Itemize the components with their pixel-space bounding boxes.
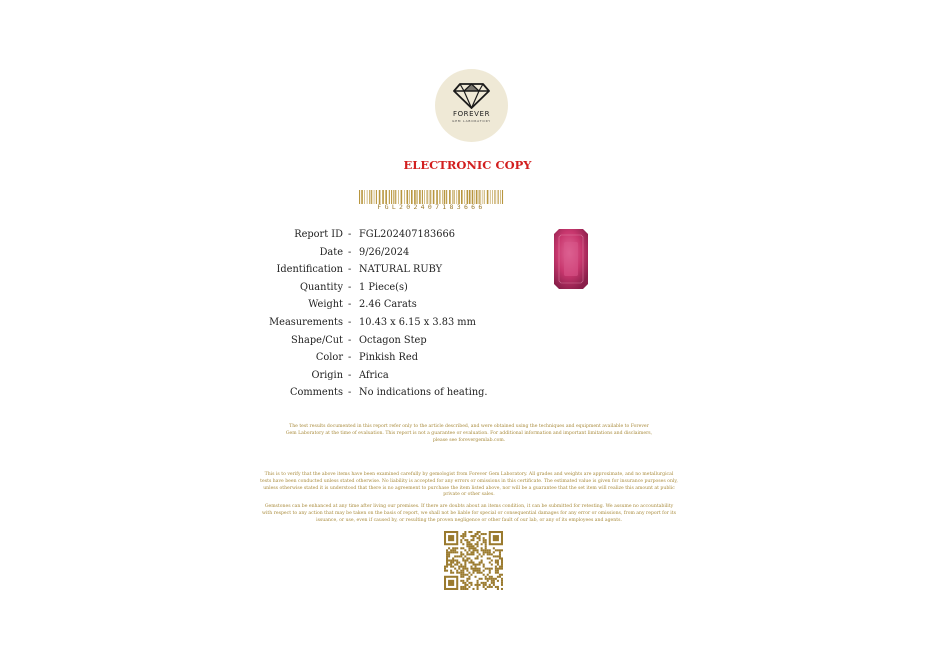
barcode-bar (481, 190, 482, 204)
barcode-bar (411, 190, 413, 204)
barcode-bar (414, 190, 416, 204)
row-separator: - (348, 387, 352, 399)
row-value: Africa (359, 369, 389, 381)
barcode-bar (490, 190, 491, 204)
row-label: Shape/Cut (291, 334, 343, 346)
barcode-bar (472, 190, 474, 204)
barcode-bar (502, 190, 503, 204)
lab-logo (435, 69, 508, 142)
barcode-bar (393, 190, 394, 204)
barcode-bar (409, 190, 410, 204)
barcode-bar (457, 190, 458, 204)
barcode-bar (417, 190, 418, 204)
disclaimer-verification: This is to verify that the above items have been examined carefully by gemologist from Forever Gem Laboratory. All grades and weights are approximate, and no metallurgical tests have been conducted unless stated otherwise. No liability is accepted for any errors or omissions in this certificate. The estimated value is given for insurance purposes only, unless otherwise stated it is understood that there is no agreement to purchase the item listed above, nor will be a guarantee that the set item will realize this amount at public private or other sales. (260, 472, 678, 498)
row-separator: - (348, 317, 352, 328)
barcode-bar (498, 190, 499, 204)
barcode-bar (461, 190, 463, 204)
row-label: Quantity (299, 281, 343, 293)
barcode-bar (391, 190, 392, 204)
row-separator: - (348, 264, 352, 276)
barcode-bar (458, 190, 460, 204)
row-value: 1 Piece(s) (359, 281, 408, 293)
barcode-bar (492, 190, 493, 204)
barcode-bar (374, 190, 375, 204)
barcode-bar (404, 190, 405, 204)
barcode-bar (422, 190, 423, 204)
barcode-bar (446, 190, 447, 204)
row-separator: - (348, 281, 352, 293)
electronic-copy-heading: ELECTRONIC COPY (403, 158, 532, 172)
row-label: Measurements (269, 317, 343, 328)
barcode-bar (454, 190, 455, 204)
row-separator: - (348, 352, 352, 364)
barcode-bar (385, 190, 387, 204)
barcode-bar (469, 190, 471, 204)
row-label: Color (315, 352, 343, 364)
barcode-bar (424, 190, 425, 204)
row-label: Comments (289, 387, 343, 399)
barcode (359, 190, 504, 204)
ruby-gem-photo (553, 228, 589, 290)
barcode-bar (449, 190, 451, 204)
barcode-bar (500, 190, 501, 204)
row-value: NATURAL RUBY (359, 264, 443, 276)
row-label: Weight (308, 299, 343, 311)
barcode-bar (479, 190, 480, 204)
barcode-bar (484, 190, 485, 204)
row-value: 2.46 Carats (359, 299, 417, 311)
barcode-bar (430, 190, 431, 204)
barcode-bar (369, 190, 370, 204)
barcode-bar (419, 190, 421, 204)
barcode-number: FGL202407183666 (377, 203, 486, 211)
barcode-bar (439, 190, 440, 204)
row-separator: - (348, 299, 352, 311)
barcode-bar (379, 190, 381, 204)
barcode-bar (359, 190, 360, 204)
barcode-bar (452, 190, 453, 204)
row-separator: - (348, 334, 352, 346)
barcode-bar (436, 190, 438, 204)
barcode-bar (487, 190, 489, 204)
barcode-bar (401, 190, 403, 204)
row-label: Origin (311, 369, 343, 381)
barcode-bar (464, 190, 465, 204)
barcode-bar (467, 190, 469, 204)
barcode-bar (474, 190, 475, 204)
barcode-bar (442, 190, 443, 204)
barcode-bar (433, 190, 435, 204)
row-separator: - (348, 229, 352, 240)
barcode-bar (382, 190, 384, 204)
disclaimer-results: The test results documented in this report refer only to the article described, and were obtained using the techniques and equipment available to Forever Gem Laboratory at the time of evaluation. This report is not a guarantee or evaluation. For additional information and important limitations and disclaimers, please see forevergemlab.com. (285, 424, 653, 443)
barcode-bar (389, 190, 390, 204)
diamond-icon (453, 83, 490, 109)
barcode-bar (371, 190, 372, 204)
barcode-bar (444, 190, 446, 204)
row-value: FGL202407183666 (359, 229, 455, 240)
qr-code[interactable] (444, 531, 503, 590)
barcode-bar (395, 190, 396, 204)
barcode-bar (407, 190, 409, 204)
barcode-bar (483, 190, 484, 204)
row-label: Identification (276, 264, 343, 276)
barcode-bar (376, 190, 377, 204)
barcode-bar (364, 190, 365, 204)
row-label: Date (319, 246, 343, 258)
logo-name: FOREVER (452, 110, 491, 118)
logo-subtitle: GEM LABORATORY (452, 119, 491, 123)
barcode-bar (367, 190, 368, 204)
row-value: Octagon Step (359, 334, 427, 346)
row-value: 10.43 x 6.15 x 3.83 mm (359, 317, 476, 328)
row-separator: - (348, 369, 352, 381)
barcode-bar (361, 190, 363, 204)
row-value: No indications of heating. (359, 387, 488, 399)
barcode-bar (398, 190, 399, 204)
row-value: 9/26/2024 (359, 246, 410, 258)
row-separator: - (348, 246, 352, 258)
barcode-bar (496, 190, 497, 204)
barcode-bar (429, 190, 430, 204)
row-value: Pinkish Red (359, 352, 419, 364)
barcode-bar (427, 190, 428, 204)
row-label: Report ID (294, 229, 343, 240)
disclaimer-enhancement: Gemstones can be enhanced at any time after living our premises. If there are doubts about an items condition, it can be submitted for retesting. We assume no accountability with respect to any action that may be taken on the basis of report, we shall not be liable for special or consequential damages for any error or omissions, from any report for its issuance, or use, even if caused by, or resulting the proven negligence or other fault of our lab, or any of its employees and agents. (262, 504, 676, 523)
barcode-bar (476, 190, 478, 204)
barcode-bar (494, 190, 495, 204)
